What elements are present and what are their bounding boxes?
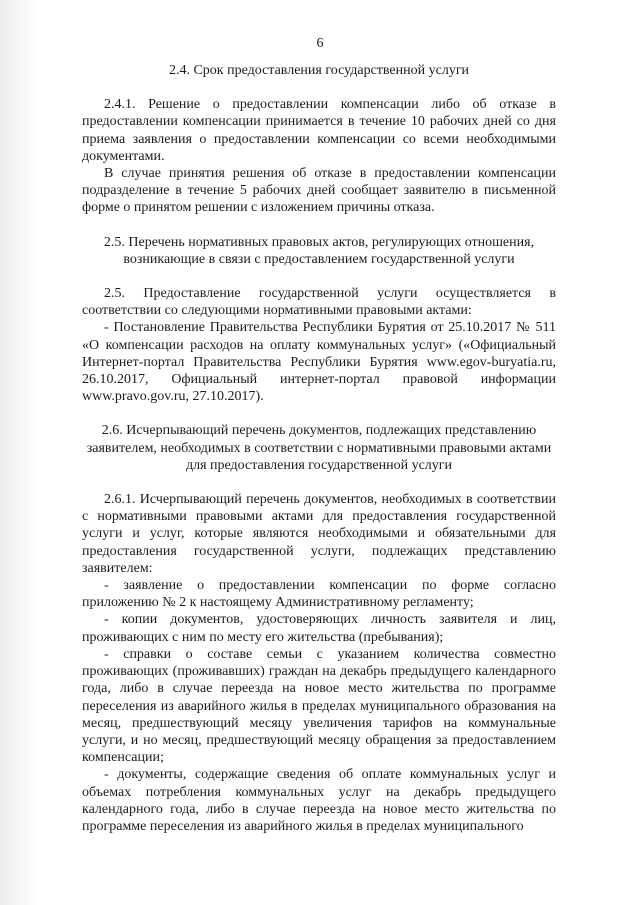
paragraph-refusal-notice: В случае принятия решения об отказе в предоставлении компенсации подразделение в течение 5 рабочих дней сообщает заявителю в письменной форме о принятом решении с изложением причины отказа. <box>82 166 556 216</box>
scan-edge-shadow <box>0 0 38 905</box>
section-heading-2-6-line-2: заявителем, необходимых в соответствии с нормативными правовыми актами <box>86 440 552 456</box>
document-body <box>82 62 556 835</box>
list-item-payment-documents: - документы, содержащие сведения об оплате коммунальных услуг и объемах потребления коммунальных услуг на декабрь предыдущего календарного года, либо в случае переезда на новое место жительства по программе переселения из аварийного жилья в пределах муниципального <box>82 767 556 834</box>
section-heading-2-5-line-2: возникающие в связи с предоставлением государственной услуги <box>123 251 515 267</box>
section-heading-2-6-line-3: для предоставления государственной услуги <box>185 457 453 473</box>
list-item-resolution-511: - Постановление Правительства Республики Бурятия от 25.10.2017 № 511 «О компенсации расходов на оплату коммунальных услуг» («Официальный Интернет-портал Правительства Республики Бурятия www.egov-buryatia.ru, 26.10.2017, Официальный интернет-портал правовой информации www.pravo.gov.ru, 27.10.2017). <box>82 320 556 405</box>
paragraph-2-6-1: 2.6.1. Исчерпывающий перечень документов, необходимых в соответствии с нормативными правовыми актами для предоставления государственной услуги и услуг, которые являются необходимыми и обязательными для предоставления государственной услуги, подлежащих представлению заявителем: <box>82 492 556 576</box>
list-item-family-certificate: - справки о составе семьи с указанием количества совместно проживающих (проживавших) граждан на декабрь предыдущего календарного года, либо в случае переезда на новое место жительства по программе переселения из аварийного жилья в пределах муниципального образования на месяц, предшествующий месяцу увеличения тарифов на коммунальные услуги, и но месяц, предшествующий месяцу обращения за предоставлением компенсации; <box>82 646 556 766</box>
paragraph-2-4-1: 2.4.1. Решение о предоставлении компенсации либо об отказе в предоставлении компенсации принимается в течение 10 рабочих дней со дня приема заявления о предоставлении компенсации со всеми необходимыми документами. <box>82 97 556 164</box>
paragraph-2-5: 2.5. Предоставление государственной услуги осуществляется в соответствии со следующими нормативными правовыми актами: <box>82 286 556 319</box>
section-heading-2-5-line-1: 2.5. Перечень нормативных правовых актов, регулирующих отношения, <box>103 234 535 250</box>
list-item-application: - заявление о предоставлении компенсации по форме согласно приложению № 2 к настоящему Административному регламенту; <box>82 578 556 611</box>
list-item-identity-copies: - копии документов, удостоверяющих личность заявителя и лиц, проживающих с ним по месту его жительства (пребывания); <box>82 612 556 645</box>
page-number: 6 <box>316 36 324 51</box>
section-heading-2-4: 2.4. Срок предоставления государственной услуги <box>168 63 470 78</box>
section-heading-2-6-line-1: 2.6. Исчерпывающий перечень документов, подлежащих представлению <box>101 423 537 439</box>
